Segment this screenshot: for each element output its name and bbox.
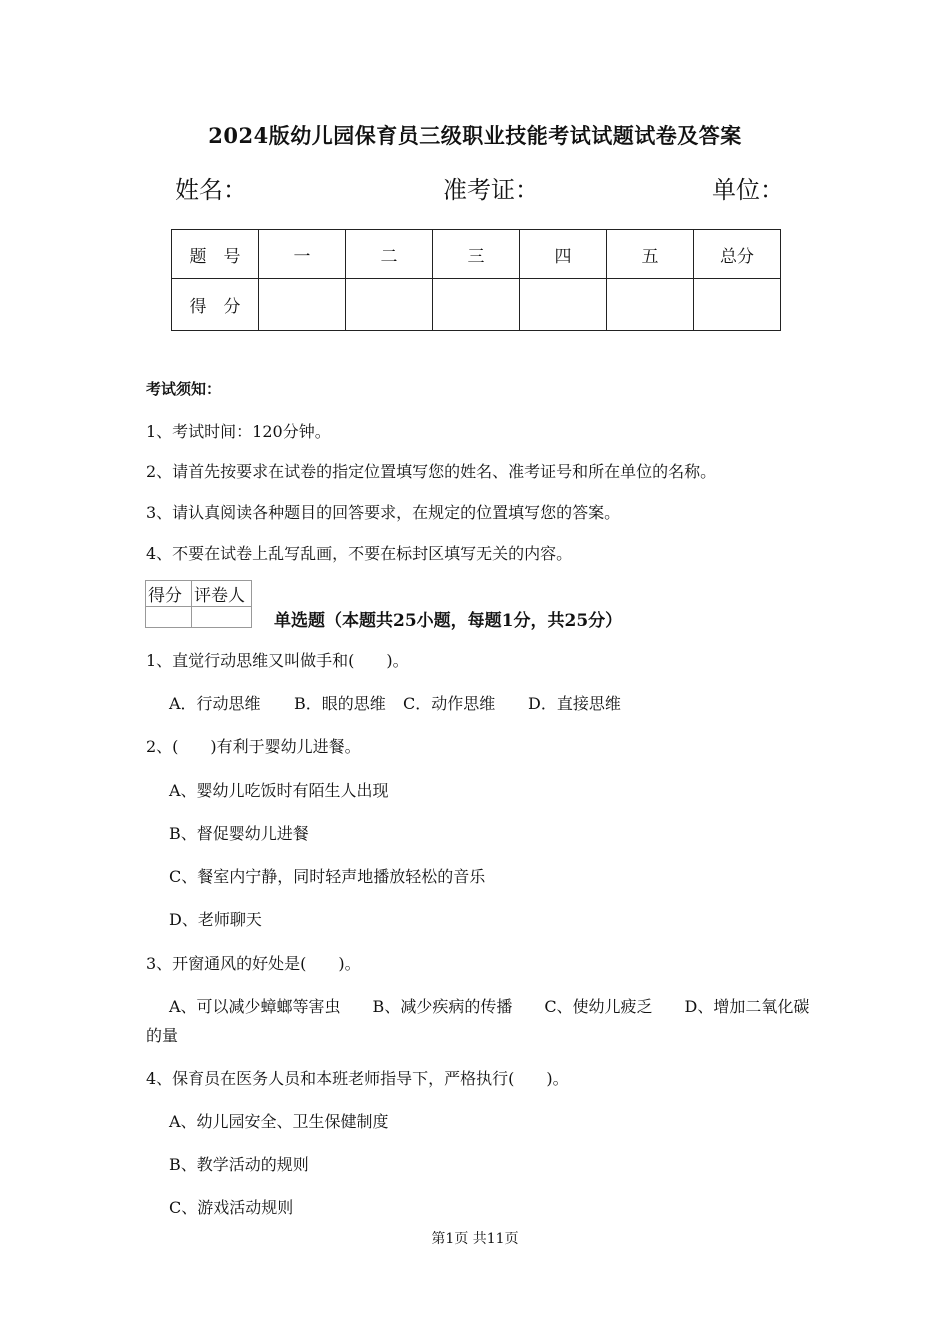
notice-item: 1、考试时间：120分钟。 bbox=[146, 422, 331, 441]
unit-label: 单位： bbox=[712, 176, 784, 204]
question-option: A．行动思维 bbox=[169, 694, 261, 713]
page-title: 2024版幼儿园保育员三级职业技能考试试题试卷及答案 bbox=[208, 123, 742, 148]
score-cell bbox=[259, 279, 346, 331]
notice-title: 考试须知： bbox=[146, 380, 222, 398]
name-label: 姓名： bbox=[175, 176, 247, 204]
score-table-header-cell: 四 bbox=[520, 230, 607, 279]
question-stem: 3、开窗通风的好处是( )。 bbox=[146, 954, 361, 973]
score-cell bbox=[694, 279, 781, 331]
exam-id-label: 准考证： bbox=[443, 176, 539, 204]
notice-item: 3、请认真阅读各种题目的回答要求，在规定的位置填写您的答案。 bbox=[146, 503, 621, 522]
score-row-label: 得 分 bbox=[172, 279, 259, 331]
grader-score-cell bbox=[146, 607, 192, 628]
score-cell bbox=[520, 279, 607, 331]
score-table-score-row bbox=[172, 279, 781, 331]
score-cell bbox=[346, 279, 433, 331]
section-title: 单选题（本题共25小题，每题1分，共25分） bbox=[274, 611, 623, 631]
question-option: C、游戏活动规则 bbox=[169, 1198, 294, 1217]
question-option: A、婴幼儿吃饭时有陌生人出现 bbox=[169, 781, 389, 800]
question-option: D．直接思维 bbox=[528, 694, 621, 713]
question-option: B．眼的思维 bbox=[294, 694, 386, 713]
score-table-header-row bbox=[172, 230, 781, 279]
question-options-line: A、可以减少蟑螂等害虫 B、减少疾病的传播 C、使幼儿疲乏 D、增加二氧化碳 bbox=[169, 997, 810, 1016]
score-table-header-cell: 三 bbox=[433, 230, 520, 279]
question-option: A、幼儿园安全、卫生保健制度 bbox=[169, 1112, 389, 1131]
question-option: C．动作思维 bbox=[403, 694, 496, 713]
score-table bbox=[171, 229, 781, 331]
question-stem: 4、保育员在医务人员和本班老师指导下，严格执行( )。 bbox=[146, 1069, 569, 1088]
score-table-header-cell: 五 bbox=[607, 230, 694, 279]
question-stem: 2、( )有利于婴幼儿进餐。 bbox=[146, 737, 361, 756]
grader-name-label: 评卷人 bbox=[192, 581, 252, 607]
score-table-header-cell: 题 号 bbox=[172, 230, 259, 279]
question-option: B、教学活动的规则 bbox=[169, 1155, 309, 1174]
score-table-header-cell: 二 bbox=[346, 230, 433, 279]
grader-score-label: 得分 bbox=[146, 581, 192, 607]
page-footer: 第1页 共11页 bbox=[431, 1231, 519, 1247]
question-option: D、老师聊天 bbox=[169, 910, 262, 929]
notice-item: 2、请首先按要求在试卷的指定位置填写您的姓名、准考证号和所在单位的名称。 bbox=[146, 462, 717, 481]
score-cell bbox=[433, 279, 520, 331]
notice-item: 4、不要在试卷上乱写乱画，不要在标封区填写无关的内容。 bbox=[146, 544, 573, 563]
grader-box bbox=[145, 580, 252, 628]
score-table-header-cell: 总分 bbox=[694, 230, 781, 279]
grader-name-cell bbox=[192, 607, 252, 628]
score-cell bbox=[607, 279, 694, 331]
question-options-line: 的量 bbox=[146, 1026, 179, 1045]
question-option: B、督促婴幼儿进餐 bbox=[169, 824, 309, 843]
question-option: C、餐室内宁静，同时轻声地播放轻松的音乐 bbox=[169, 867, 486, 886]
score-table-header-cell: 一 bbox=[259, 230, 346, 279]
question-stem: 1、直觉行动思维又叫做手和( )。 bbox=[146, 651, 409, 670]
